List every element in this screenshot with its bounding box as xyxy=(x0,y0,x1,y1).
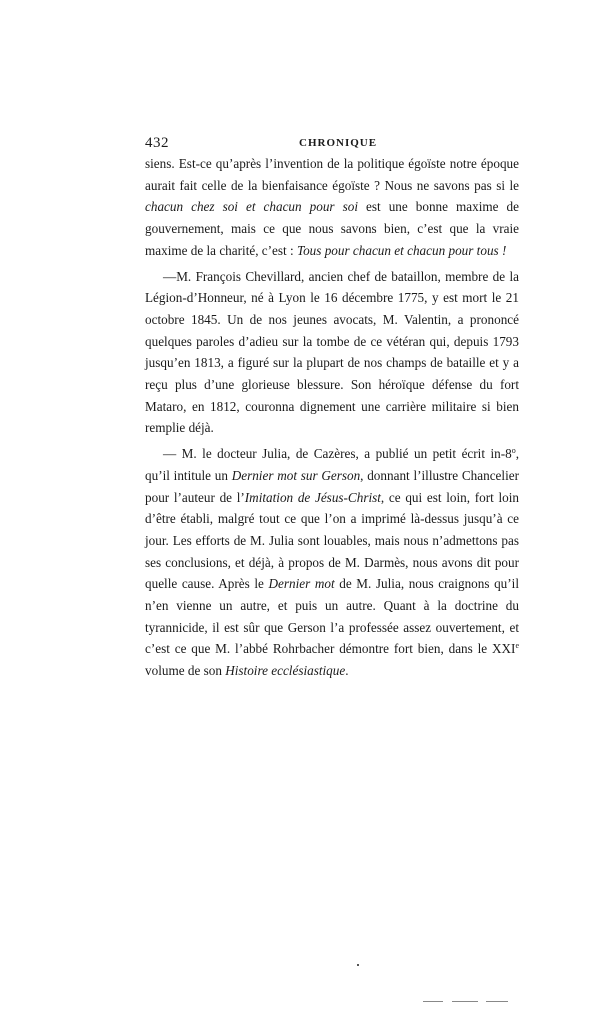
italic-text: Histoire ecclésiastique xyxy=(225,663,346,679)
text-segment: de M. Julia, nous craignons qu’il n’en vienne un autre, et puis un autre. Quant à la doctrine du tyrannicide, il est sûr que Gerson l’a professée assez ouvertement, et c’est ce que M. l’abbé Rohrbacher démontre fort bien, dans le XXI xyxy=(145,576,519,657)
superscript: e xyxy=(515,641,519,651)
superscript: o xyxy=(511,446,516,456)
ink-mark xyxy=(486,1001,508,1002)
text-segment: volume de son xyxy=(145,663,226,679)
ink-mark xyxy=(423,1001,443,1002)
text-segment: est une bonne maxime de gouvernement, mais ce que nous savons bien, c’est que la vraie maxime de la charité, c’est : xyxy=(145,199,519,258)
ink-speck xyxy=(357,964,359,966)
italic-text: Tous pour chacun et chacun pour tous ! xyxy=(296,242,507,258)
body-text xyxy=(145,153,519,682)
italic-text: Dernier mot sur Gerson xyxy=(231,467,361,483)
page-number: 432 xyxy=(145,135,169,151)
italic-text: Imitation de Jésus-Christ xyxy=(244,489,381,505)
text-segment: , ce qui est loin, fort loin d’être établi, malgré tout ce que l’on a imprimé là-dessus jusqu’à ce jour. Les efforts de M. Julia sont louables, mais nous n’admettons pas ses conclusions, et déjà, à propos de M. Darmès, nous avons dit pour quelle cause. Après le xyxy=(145,489,519,592)
paragraph-bienfaisance xyxy=(145,153,519,262)
text-segment: , qu’il intitule un xyxy=(145,446,519,483)
text-segment: siens. Est-ce qu’après l’invention de la politique égoïste notre époque aurait fait celle de la bienfaisance égoïste ? Nous ne savons pas si le xyxy=(145,156,519,193)
text-segment: — M. le docteur Julia, de Cazères, a publié un petit écrit in-8 xyxy=(163,446,512,462)
italic-text: Dernier mot xyxy=(268,576,335,592)
ink-mark xyxy=(452,1001,478,1002)
running-head: CHRONIQUE xyxy=(299,137,378,149)
text-segment: , donnant l’illustre Chancelier pour l’auteur de l’ xyxy=(145,467,519,505)
text-segment: . xyxy=(345,663,349,679)
paragraph-chevillard xyxy=(145,266,519,440)
paragraph-julia-gerson xyxy=(145,443,519,682)
text-segment: —M. François Chevillard, ancien chef de bataillon, membre de la Légion-d’Honneur, né à Lyon le 16 décembre 1775, y est mort le 21 octobre 1845. Un de nos jeunes avocats, M. Valentin, a prononcé quelques paroles d’adieu sur la tombe de ce vétéran qui, depuis 1793 jusqu’en 1813, a figuré sur la plupart de nos champs de bataille et y a reçu plus d’une glorieuse blessure. Son héroïque défense du fort Mataro, en 1812, couronna dignement une carrière militaire si bien remplie déjà. xyxy=(145,268,519,436)
italic-text: chacun chez soi et chacun pour soi xyxy=(145,199,358,215)
